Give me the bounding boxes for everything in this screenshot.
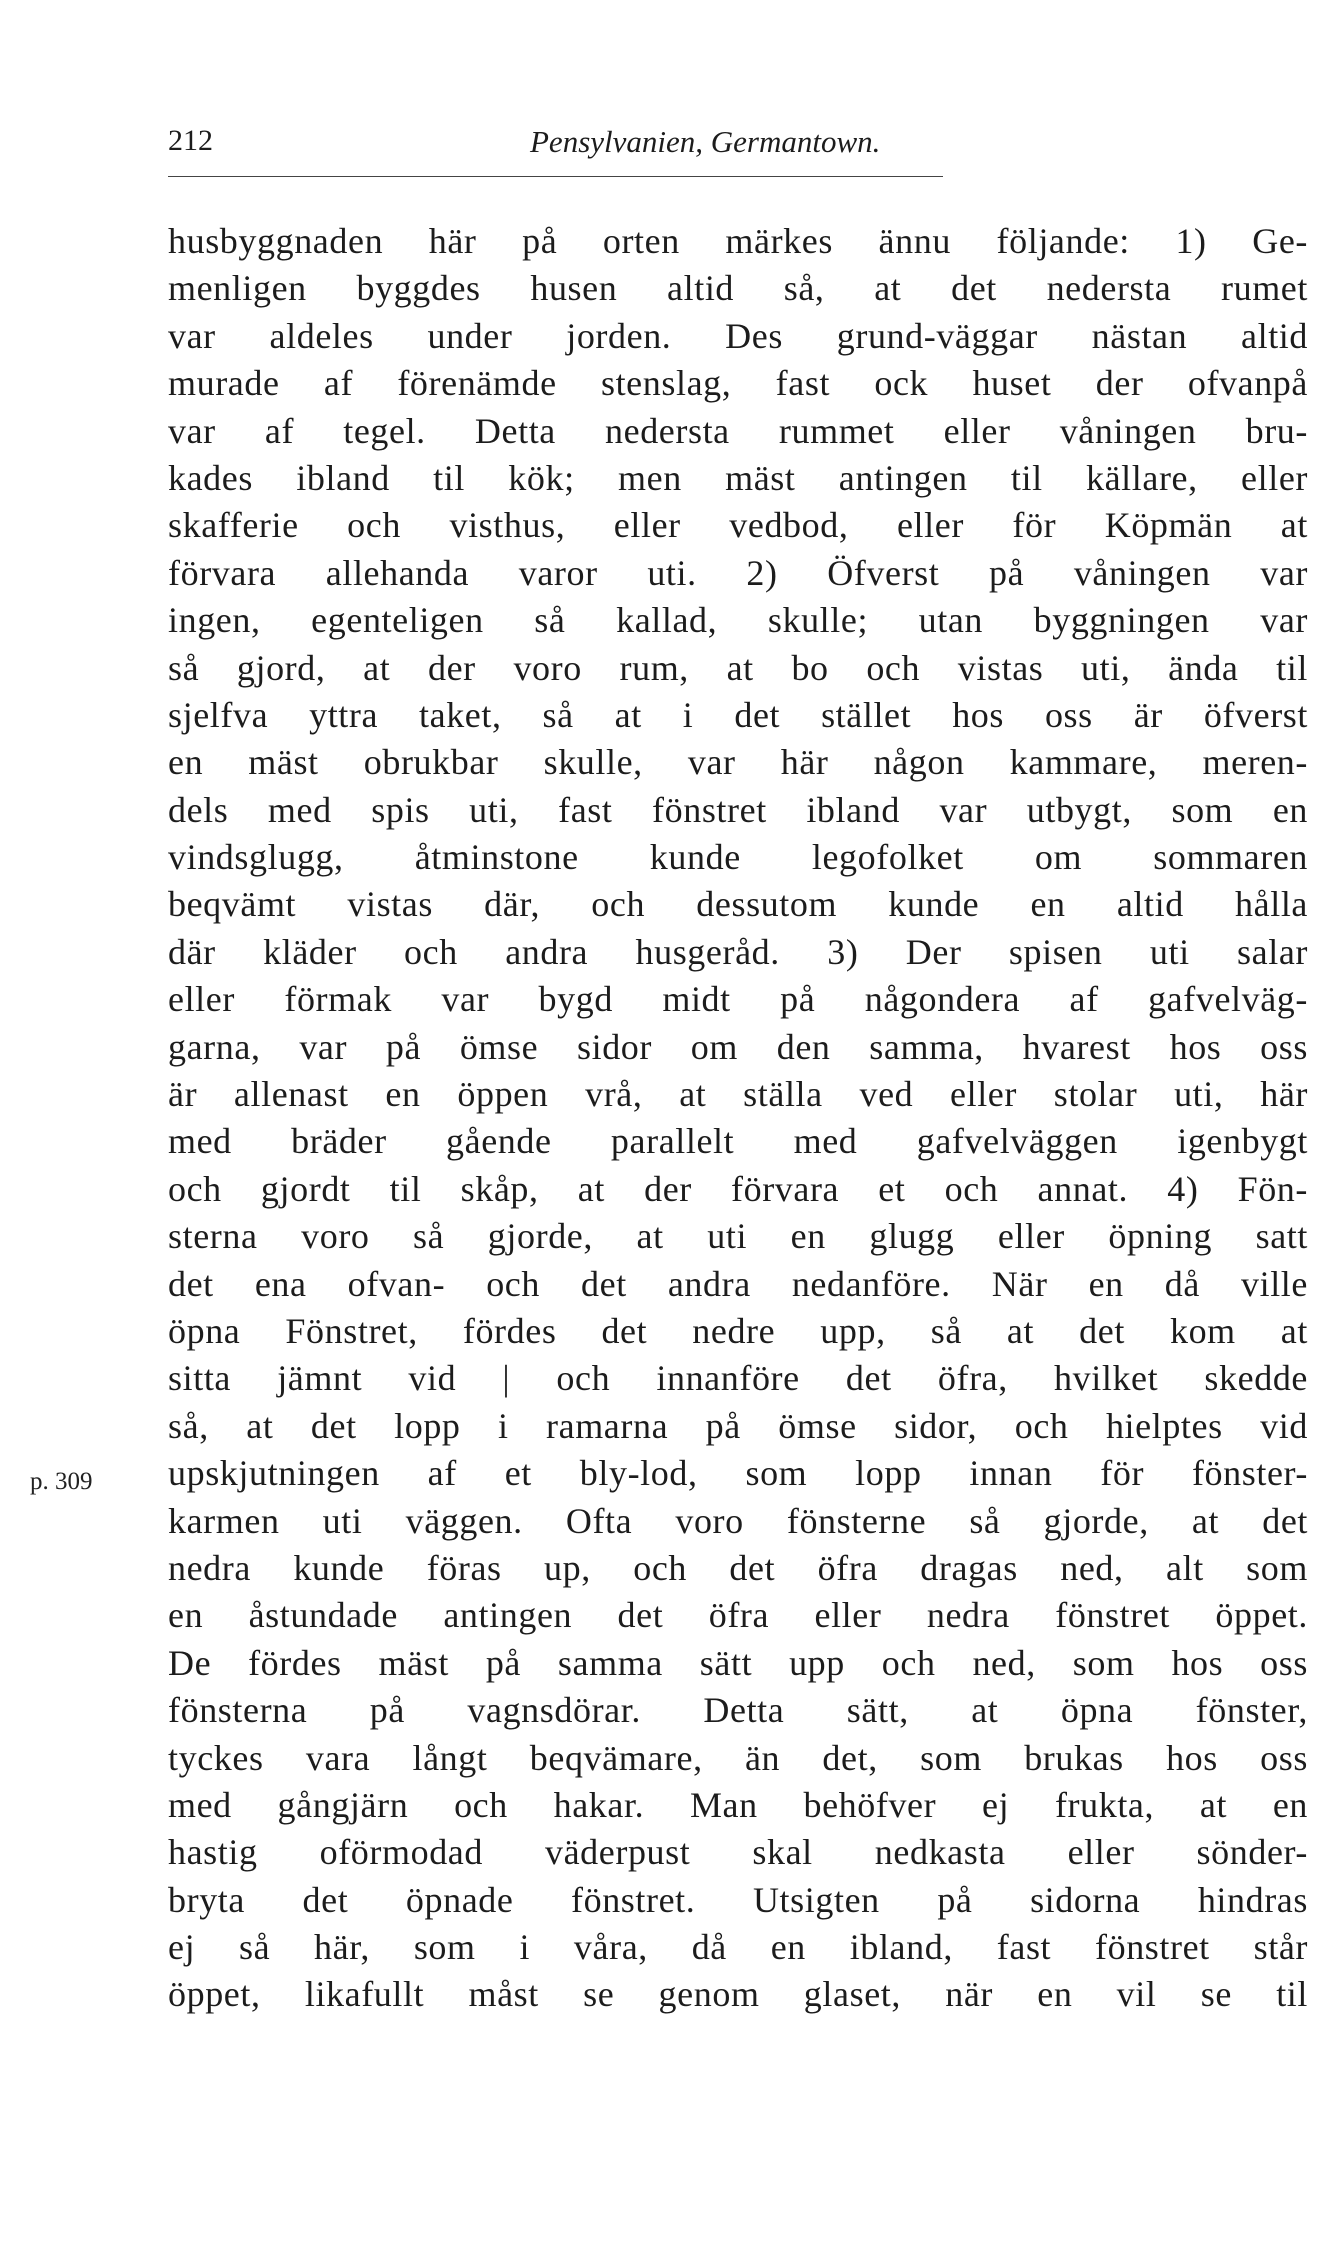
- body-text: [168, 218, 1313, 2019]
- text-line: nedra kunde föras up, och det öfra dragas ned, alt som: [168, 1547, 1308, 1588]
- text-line: eller förmak var bygd midt på någondera af gafvelväg-: [168, 979, 1308, 1020]
- text-line: hastig oförmodad väderpust skal nedkasta eller sönder-: [168, 1832, 1308, 1873]
- text-line: är allenast en öppen vrå, at ställa ved eller stolar uti, här: [168, 1074, 1308, 1115]
- text-line: sjelfva yttra taket, så at i det stället hos oss är öfverst: [168, 694, 1308, 735]
- running-title: Pensylvanien, Germantown.: [530, 124, 881, 159]
- text-line: det ena ofvan- och det andra nedanföre. När en då ville: [168, 1263, 1308, 1304]
- text-line: vindsglugg, åtminstone kunde legofolket om sommaren: [168, 837, 1308, 878]
- text-line: murade af förenämde stenslag, fast ock huset der ofvanpå: [168, 363, 1308, 404]
- margin-page-reference: p. 309: [30, 1468, 93, 1495]
- text-line: öppet, likafullt måst se genom glaset, när en vil se til: [168, 1974, 1308, 2015]
- text-line: med gångjärn och hakar. Man behöfver ej frukta, at en: [168, 1784, 1308, 1825]
- text-line: och gjordt til skåp, at der förvara et och annat. 4) Fön-: [168, 1168, 1308, 1209]
- text-line: dels med spis uti, fast fönstret ibland var utbygt, som en: [168, 789, 1308, 830]
- text-line: ej så här, som i våra, då en ibland, fast fönstret står: [168, 1927, 1308, 1968]
- text-line: med bräder gående parallelt med gafvelväggen igenbygt: [168, 1121, 1308, 1162]
- text-line: öpna Fönstret, fördes det nedre upp, så at det kom at: [168, 1310, 1308, 1351]
- text-line: var af tegel. Detta nedersta rummet eller våningen bru-: [168, 410, 1308, 451]
- text-line: menligen byggdes husen altid så, at det nedersta rumet: [168, 268, 1308, 309]
- text-line: karmen uti väggen. Ofta voro fönsterne så gjorde, at det: [168, 1500, 1308, 1541]
- page-number: 212: [168, 124, 213, 157]
- page-header: [168, 118, 948, 168]
- text-line: ingen, egenteligen så kallad, skulle; utan byggningen var: [168, 600, 1308, 641]
- text-line: förvara allehanda varor uti. 2) Öfverst på våningen var: [168, 552, 1308, 593]
- text-line: tyckes vara långt beqvämare, än det, som brukas hos oss: [168, 1737, 1308, 1778]
- text-line: där kläder och andra husgeråd. 3) Der spisen uti salar: [168, 931, 1308, 972]
- text-line: fönsterna på vagnsdörar. Detta sätt, at öpna fönster,: [168, 1690, 1308, 1731]
- text-line: så, at det lopp i ramarna på ömse sidor, och hielptes vid: [168, 1405, 1308, 1446]
- header-rule: [168, 176, 943, 177]
- text-line: sterna voro så gjorde, at uti en glugg eller öpning satt: [168, 1216, 1308, 1257]
- text-line: kades ibland til kök; men mäst antingen til källare, eller: [168, 457, 1308, 498]
- text-line: en mäst obrukbar skulle, var här någon kammare, meren-: [168, 742, 1308, 783]
- text-line: så gjord, at der voro rum, at bo och vistas uti, ända til: [168, 647, 1308, 688]
- text-line: bryta det öpnade fönstret. Utsigten på sidorna hindras: [168, 1879, 1308, 1920]
- text-line: husbyggnaden här på orten märkes ännu följande: 1) Ge-: [168, 221, 1308, 261]
- text-line: De fördes mäst på samma sätt upp och ned, som hos oss: [168, 1642, 1308, 1683]
- text-line: en åstundade antingen det öfra eller nedra fönstret öppet.: [168, 1595, 1308, 1636]
- text-line: beqvämt vistas där, och dessutom kunde en altid hålla: [168, 884, 1308, 925]
- text-line: garna, var på ömse sidor om den samma, hvarest hos oss: [168, 1026, 1308, 1067]
- text-line: skafferie och visthus, eller vedbod, eller för Köpmän at: [168, 505, 1308, 546]
- text-line: var aldeles under jorden. Des grund-väggar nästan altid: [168, 315, 1308, 356]
- text-line: sitta jämnt vid | och innanföre det öfra, hvilket skedde: [168, 1358, 1308, 1399]
- text-line: upskjutningen af et bly-lod, som lopp innan för fönster-: [168, 1453, 1308, 1494]
